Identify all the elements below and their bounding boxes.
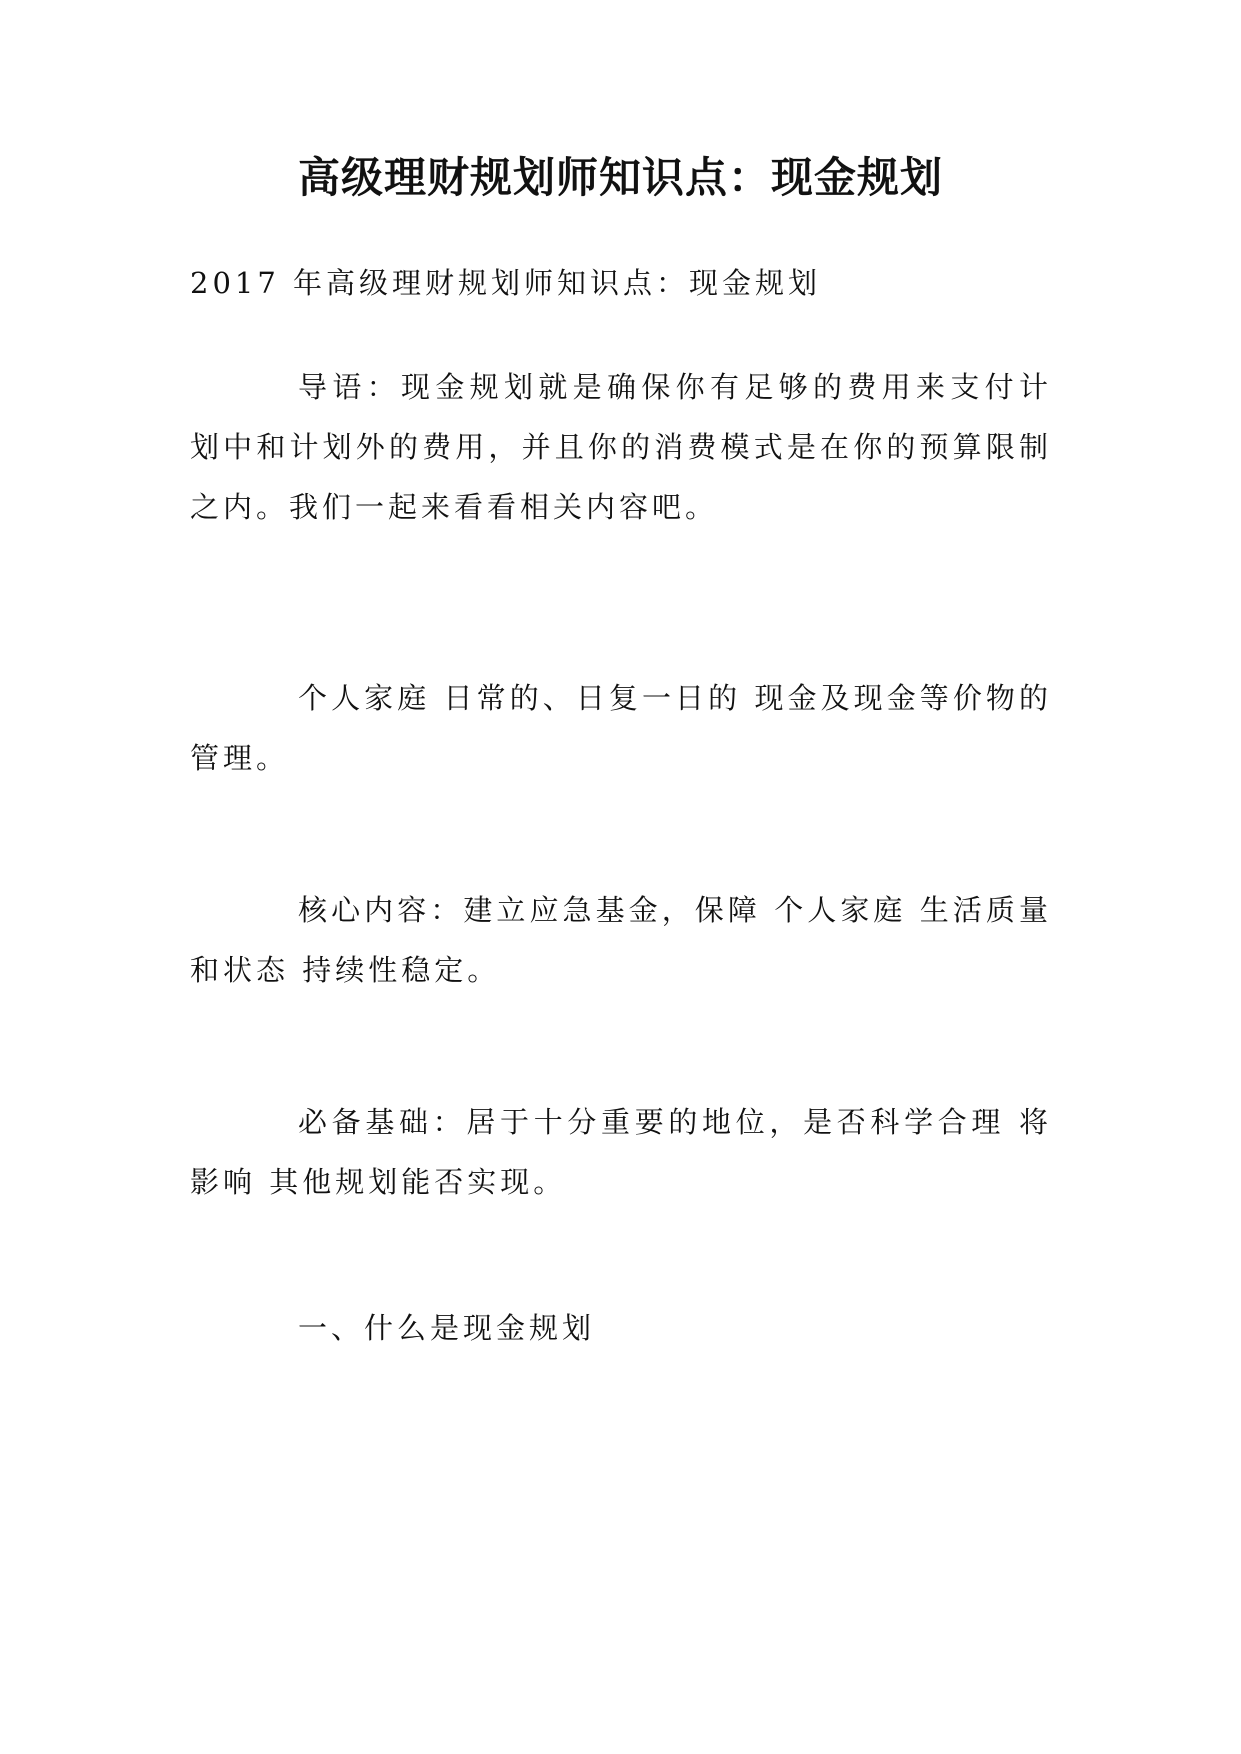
document-title: 高级理财规划师知识点：现金规划 xyxy=(297,153,943,202)
core-content-paragraph: 核心内容：建立应急基金，保障 个人家庭 生活质量和状态 持续性稳定。 xyxy=(190,893,1052,987)
definition-paragraph: 个人家庭 日常的、日复一日的 现金及现金等价物的管理。 xyxy=(190,681,1052,775)
intro-paragraph: 导语：现金规划就是确保你有足够的费用来支付计划中和计划外的费用，并且你的消费模式是在你的预算限制之内。我们一起来看看相关内容吧。 xyxy=(190,370,1052,524)
section-heading: 一、什么是现金规划 xyxy=(298,1311,596,1345)
subtitle-line: 2017 年高级理财规划师知识点：现金规划 xyxy=(190,266,822,300)
basic-foundation-paragraph: 必备基础：居于十分重要的地位，是否科学合理 将影响 其他规划能否实现。 xyxy=(190,1105,1052,1199)
